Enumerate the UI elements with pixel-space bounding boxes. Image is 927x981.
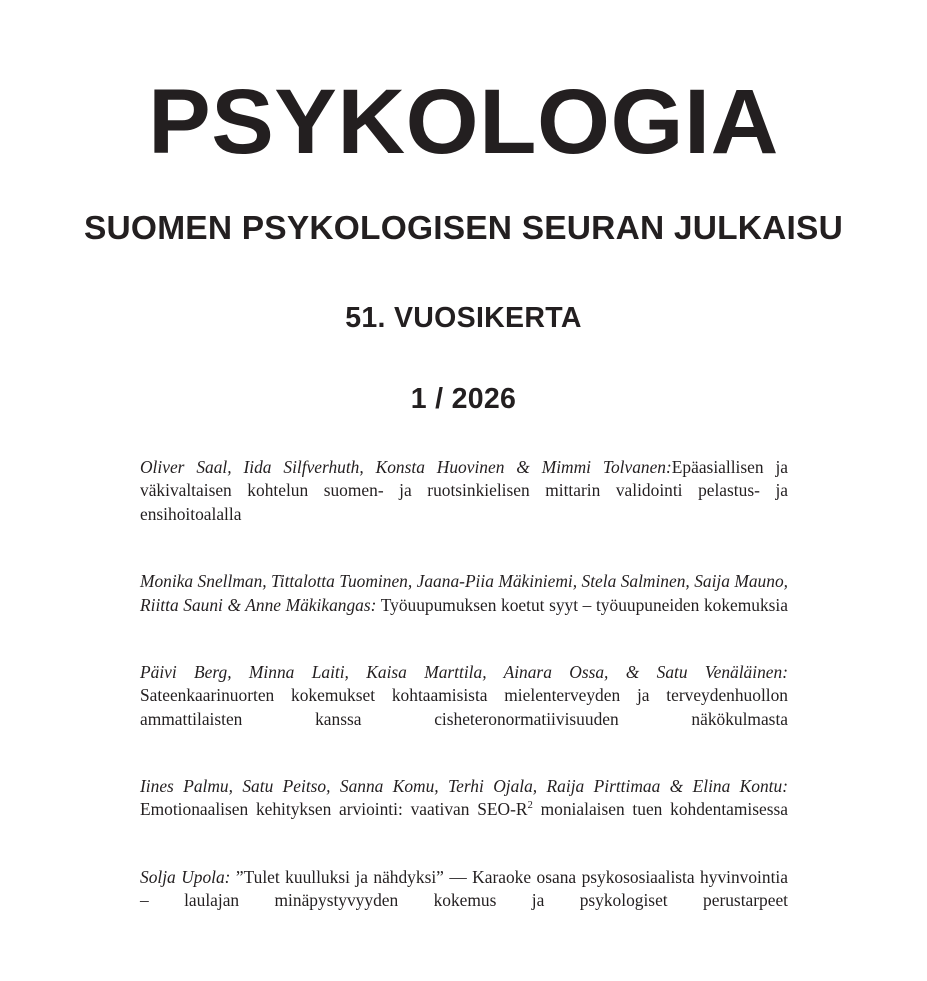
toc-entry xyxy=(140,866,788,936)
toc-entry xyxy=(140,661,788,755)
toc-entry-authors: Päivi Berg, Minna Laiti, Kaisa Marttila, Ainara Ossa, & Satu Venäläinen: xyxy=(140,661,788,682)
issue-label: 1 / 2026 xyxy=(410,383,517,415)
toc-entry xyxy=(140,570,788,640)
volume-label: 51. VUOSIKERTA xyxy=(345,301,582,334)
toc-entry-authors: Iines Palmu, Satu Peitso, Sanna Komu, Terhi Ojala, Raija Pirttimaa & Elina Kontu: xyxy=(140,775,788,796)
toc-entry xyxy=(140,775,788,845)
journal-subtitle: SUOMEN PSYKOLOGISEN SEURAN JULKAISU xyxy=(84,210,843,247)
toc-entry-title-after-superscript: monialaisen tuen kohdentamisessa xyxy=(532,799,788,820)
toc-entry-title-before-superscript: Emotionaalisen kehityksen arviointi: vaativan SEO-R xyxy=(140,799,528,820)
toc-entry-title: Epäasiallisen ja väkivaltaisen kohtelun suomen- ja ruotsinkielisen mittarin validointi pelastus- ja ensihoitoalalla xyxy=(140,457,788,524)
masthead xyxy=(0,0,927,414)
table-of-contents xyxy=(140,456,788,936)
toc-entry-title: Työuupumuksen koetut syyt – työuupuneiden kokemuksia xyxy=(380,594,788,615)
toc-entry-title: ”Tulet kuulluksi ja nähdyksi” — Karaoke osana psykososiaalista hyvinvointia – laulajan minäpystyvyyden kokemus ja psykologiset perustarpeet xyxy=(140,866,788,911)
toc-entry-title-superscript: 2 xyxy=(527,799,533,812)
toc-entry-title: Sateenkaarinuorten kokemukset kohtaamisista mielenterveyden ja terveydenhuollon ammattilaisten kanssa cisheteronormatiivisuuden näkökulmasta xyxy=(140,685,788,729)
toc-entry-authors: Oliver Saal, Iida Silfverhuth, Konsta Huovinen & Mimmi Tolvanen: xyxy=(140,457,672,477)
toc-entry-authors: Monika Snellman, Tittalotta Tuominen, Jaana-Piia Mäkiniemi, Stela Salminen, Saija Mauno, Riitta Sauni & Anne Mäkikangas: xyxy=(140,571,788,615)
toc-entry xyxy=(140,456,788,550)
journal-title: PSYKOLOGIA xyxy=(148,71,779,173)
toc-entry-authors: Solja Upola: xyxy=(140,866,231,887)
